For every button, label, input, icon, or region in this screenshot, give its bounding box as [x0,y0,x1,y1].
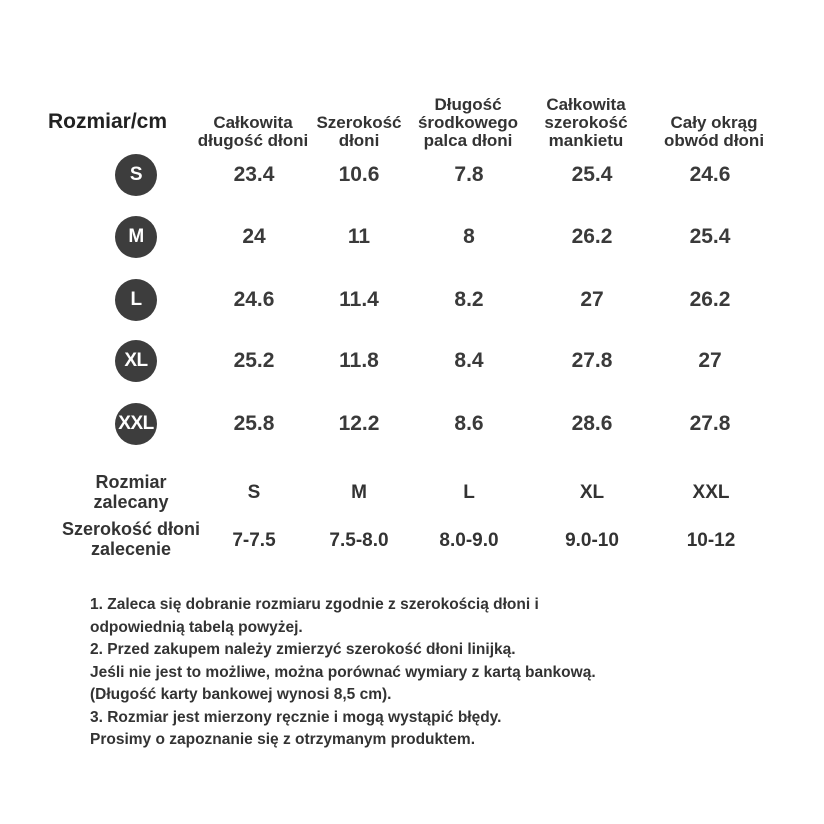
note-line: Jeśli nie jest to możliwe, można porównać wymiary z kartą bankową. [90,663,596,681]
note-line: odpowiednią tabelą powyżej. [90,618,303,636]
table-cell: 25.2 [233,349,275,372]
table-cell: 25.4 [571,163,613,186]
table-cell: 24 [242,225,266,248]
table-corner-label: Rozmiar/cm [48,110,168,133]
recommended-size-label: Rozmiar zalecany [93,472,169,512]
table-cell: 24.6 [689,163,731,186]
recommended-size-m: M [351,482,367,503]
table-cell: 27 [580,288,604,311]
note-line: 1. Zaleca się dobranie rozmiaru zgodnie z szerokością dłoni i [90,596,539,613]
size-badge-s: S [115,154,157,196]
table-cell: 28.6 [571,412,613,435]
table-cell: 11 [347,225,371,248]
notes [90,594,790,752]
table-cell: 8.2 [454,288,484,311]
palm-width-label: Szerokość dłoni zalecenie [61,519,201,559]
table-cell: 8.6 [454,412,484,435]
table-cell: 26.2 [571,225,613,248]
table-cell: 27.8 [689,412,731,435]
table-cell: 11.8 [339,349,379,372]
table-cell: 10.6 [338,163,380,186]
note-line: 3. Rozmiar jest mierzony ręcznie i mogą wystąpić błędy. [90,708,502,726]
note-line: (Długość karty bankowej wynosi 8,5 cm). [90,686,392,703]
recommended-size-l: L [463,482,475,503]
size-badge-xl: XL [115,340,157,382]
table-cell: 26.2 [689,288,731,311]
palm-width-xl: 9.0-10 [565,530,619,551]
table-cell: 7.8 [454,163,484,186]
size-badge-m: M [115,216,157,258]
note-line: Prosimy o zapoznanie się z otrzymanym produktem. [90,731,476,748]
recommended-size-s: S [247,482,261,503]
size-badge-l: L [115,279,157,321]
table-cell: 8 [463,225,475,248]
table-cell: 25.4 [689,225,731,248]
table-cell: 24.6 [233,288,275,311]
table-cell: 25.8 [233,412,275,435]
palm-width-xxl: 10-12 [686,530,736,551]
column-header-palm-width: Szerokość dłoni [316,113,402,150]
column-header-cuff-width: Całkowita szerokość mankietu [544,95,628,150]
size-badge-xxl: XXL [115,403,157,445]
column-header-total-length: Całkowita długość dłoni [197,113,309,150]
table-cell: 8.4 [454,349,484,372]
note-line: 2. Przed zakupem należy zmierzyć szerokość dłoni linijką. [90,641,516,658]
table-cell: 23.4 [233,163,275,186]
recommended-size-xxl: XXL [692,482,730,503]
table-cell: 11.4 [339,288,379,311]
recommended-size-xl: XL [579,482,605,503]
table-cell: 12.2 [338,412,380,435]
palm-width-l: 8.0-9.0 [439,530,499,551]
table-cell: 27 [698,349,722,372]
column-header-middle-finger: Długość środkowego palca dłoni [417,95,519,150]
table-cell: 27.8 [571,349,613,372]
column-header-hand-circumference: Cały okrąg obwód dłoni [663,113,765,150]
palm-width-s: 7-7.5 [232,530,276,551]
palm-width-m: 7.5-8.0 [329,530,389,551]
